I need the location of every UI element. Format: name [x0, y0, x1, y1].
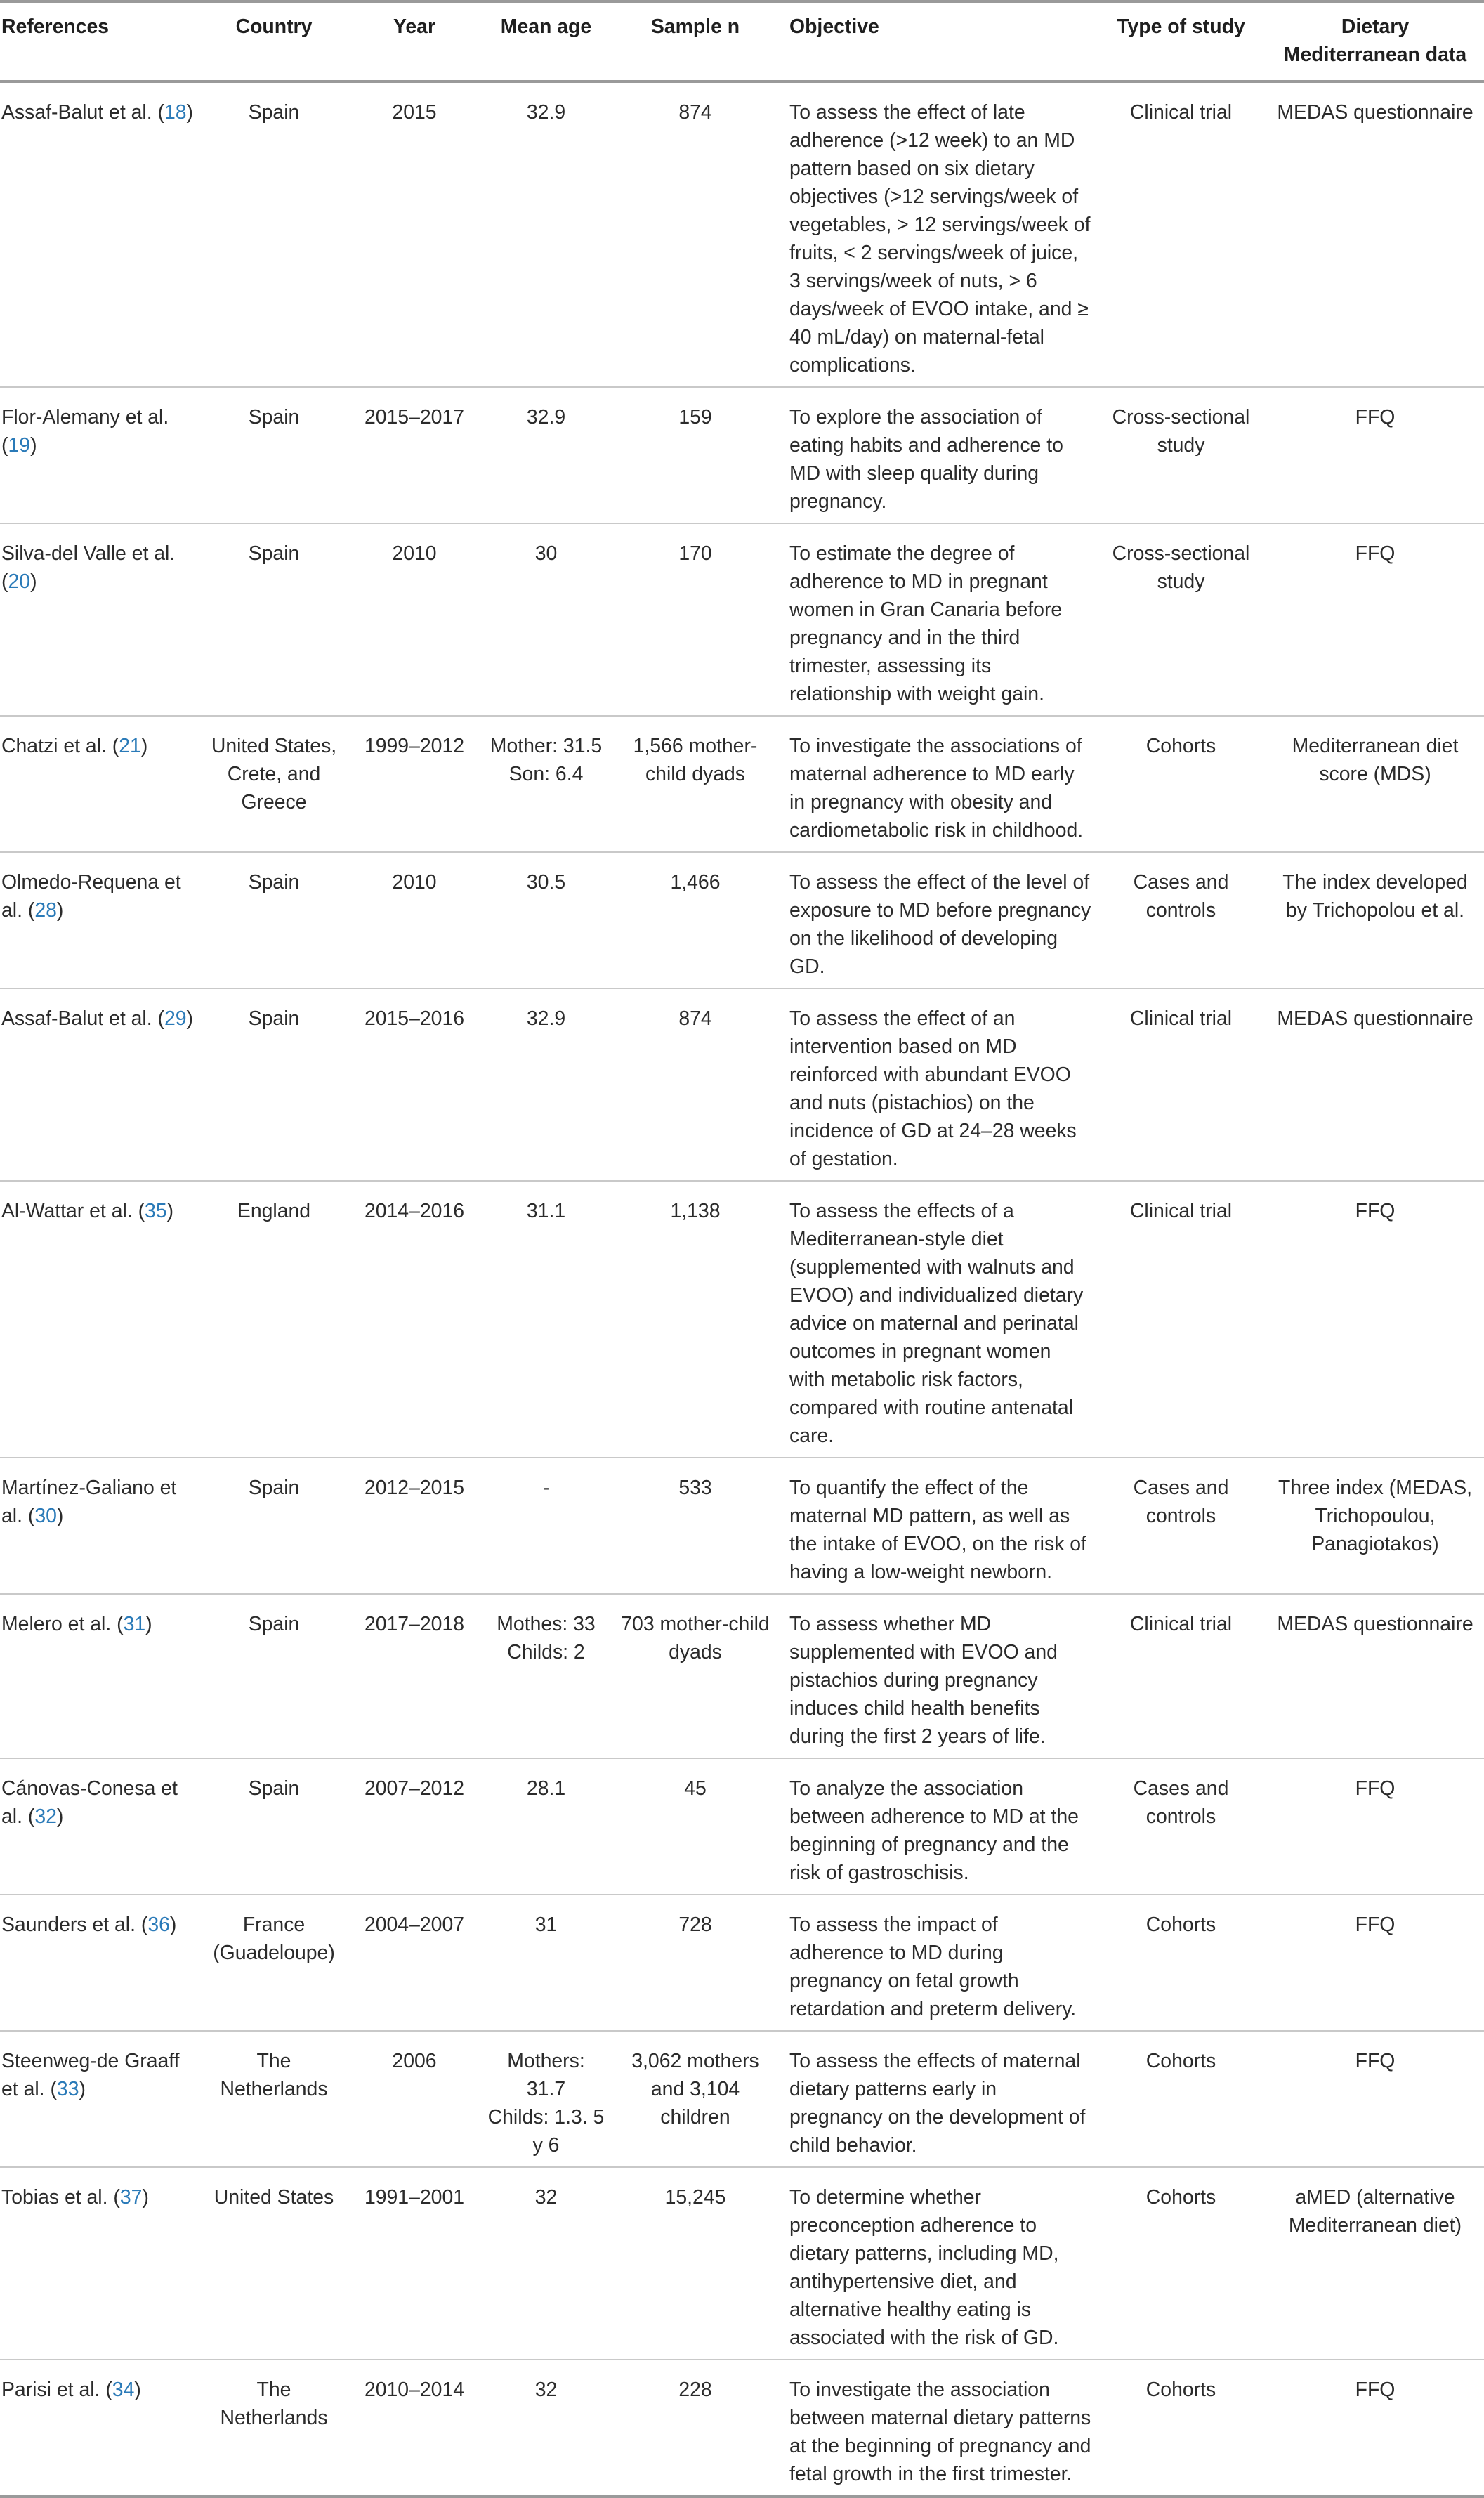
reference-close-paren: ): [166, 1200, 174, 1222]
citation-link[interactable]: 35: [145, 1200, 167, 1222]
reference-author: Parisi et al. (: [1, 2379, 112, 2401]
header-mean-age: Mean age: [481, 1, 611, 81]
cell-dietary-data: MEDAS questionnaire: [1266, 988, 1484, 1181]
cell-year: 2017–2018: [348, 1594, 481, 1758]
cell-mean-age: Mothes: 33 Childs: 2: [481, 1594, 611, 1758]
cell-objective: To explore the association of eating habits and adherence to MD with sleep quality during pregnancy.: [780, 387, 1096, 523]
reference-author: Silva-del Valle et al. (: [1, 542, 176, 593]
cell-dietary-data: FFQ: [1266, 2360, 1484, 2497]
cell-sample-n: 874: [611, 81, 780, 387]
cell-objective: To assess the effect of late adherence (>12 week) to an MD pattern based on six dietary objectives (>12 servings/week of vegetables, > 12 servings/week of fruits, < 2 servings/week of juice, 3 servings/week of nuts, > 6 days/week of EVOO intake, and ≥ 40 mL/day) on maternal-fetal complications.: [780, 81, 1096, 387]
cell-country: Spain: [200, 988, 348, 1181]
cell-type-of-study: Clinical trial: [1096, 1181, 1266, 1458]
cell-type-of-study: Cross-sectional study: [1096, 387, 1266, 523]
cell-country: France (Guadeloupe): [200, 1895, 348, 2031]
reference-author: Saunders et al. (: [1, 1914, 148, 1936]
cell-reference: [0, 1181, 200, 1458]
cell-sample-n: 703 mother-child dyads: [611, 1594, 780, 1758]
cell-dietary-data: The index developed by Trichopolou et al.: [1266, 852, 1484, 988]
reference-close-paren: ): [56, 1805, 64, 1828]
reference-close-paren: ): [56, 899, 64, 922]
cell-reference: [0, 387, 200, 523]
cell-sample-n: 1,466: [611, 852, 780, 988]
reference-close-paren: ): [186, 1007, 194, 1030]
header-type-of-study: Type of study: [1096, 1, 1266, 81]
cell-dietary-data: Three index (MEDAS, Trichopoulou, Panagiotakos): [1266, 1458, 1484, 1594]
cell-year: 2014–2016: [348, 1181, 481, 1458]
table-row: [0, 852, 1484, 988]
cell-reference: [0, 1758, 200, 1895]
reference-close-paren: ): [145, 1613, 152, 1635]
reference-author: Assaf-Balut et al. (: [1, 1007, 164, 1030]
cell-reference: [0, 1458, 200, 1594]
cell-year: 2010–2014: [348, 2360, 481, 2497]
reference-close-paren: ): [79, 2078, 86, 2100]
reference-author: Assaf-Balut et al. (: [1, 101, 164, 124]
cell-dietary-data: aMED (alternative Mediterranean diet): [1266, 2167, 1484, 2360]
cell-mean-age: Mother: 31.5 Son: 6.4: [481, 716, 611, 852]
cell-year: 2006: [348, 2031, 481, 2167]
cell-year: 2012–2015: [348, 1458, 481, 1594]
cell-objective: To analyze the association between adherence to MD at the beginning of pregnancy and the risk of gastroschisis.: [780, 1758, 1096, 1895]
citation-link[interactable]: 19: [8, 434, 31, 457]
cell-objective: To determine whether preconception adherence to dietary patterns, including MD, antihypertensive diet, and alternative healthy eating is associated with the risk of GD.: [780, 2167, 1096, 2360]
reference-author: Tobias et al. (: [1, 2186, 120, 2209]
cell-mean-age: 32.9: [481, 988, 611, 1181]
reference-author: Chatzi et al. (: [1, 735, 119, 757]
cell-mean-age: 32.9: [481, 81, 611, 387]
citation-link[interactable]: 36: [147, 1914, 170, 1936]
cell-type-of-study: Clinical trial: [1096, 988, 1266, 1181]
citation-link[interactable]: 20: [8, 570, 31, 593]
cell-type-of-study: Cohorts: [1096, 2360, 1266, 2497]
cell-objective: To quantify the effect of the maternal MD pattern, as well as the intake of EVOO, on the risk of having a low-weight newborn.: [780, 1458, 1096, 1594]
cell-mean-age: 32.9: [481, 387, 611, 523]
cell-reference: [0, 2360, 200, 2497]
cell-mean-age: 32: [481, 2167, 611, 2360]
table-row: [0, 81, 1484, 387]
cell-mean-age: 28.1: [481, 1758, 611, 1895]
table-row: [0, 716, 1484, 852]
table-row: [0, 523, 1484, 716]
cell-year: 2015–2017: [348, 387, 481, 523]
table-row: [0, 988, 1484, 1181]
reference-close-paren: ): [169, 1914, 177, 1936]
reference-close-paren: ): [186, 101, 194, 124]
cell-dietary-data: FFQ: [1266, 1895, 1484, 2031]
cell-mean-age: 31: [481, 1895, 611, 2031]
cell-objective: To assess the effect of an intervention based on MD reinforced with abundant EVOO and nuts (pistachios) on the incidence of GD at 24–28 weeks of gestation.: [780, 988, 1096, 1181]
cell-country: Spain: [200, 387, 348, 523]
cell-type-of-study: Cases and controls: [1096, 1758, 1266, 1895]
cell-type-of-study: Clinical trial: [1096, 81, 1266, 387]
reference-author: Steenweg-de Graaff et al. (: [1, 2050, 180, 2100]
table-row: [0, 2360, 1484, 2497]
cell-dietary-data: FFQ: [1266, 1758, 1484, 1895]
cell-dietary-data: MEDAS questionnaire: [1266, 81, 1484, 387]
cell-reference: [0, 81, 200, 387]
table-row: [0, 1758, 1484, 1895]
cell-country: The Netherlands: [200, 2031, 348, 2167]
cell-dietary-data: FFQ: [1266, 1181, 1484, 1458]
cell-type-of-study: Cohorts: [1096, 2031, 1266, 2167]
reference-close-paren: ): [140, 735, 148, 757]
cell-sample-n: 170: [611, 523, 780, 716]
cell-sample-n: 533: [611, 1458, 780, 1594]
cell-mean-age: 30.5: [481, 852, 611, 988]
cell-dietary-data: FFQ: [1266, 523, 1484, 716]
cell-objective: To assess the effects of a Mediterranean-style diet (supplemented with walnuts and EVOO) and individualized dietary advice on maternal and perinatal outcomes in pregnant women with metabolic risk factors, compared with routine antenatal care.: [780, 1181, 1096, 1458]
cell-type-of-study: Cases and controls: [1096, 1458, 1266, 1594]
reference-author: Olmedo-Requena et al. (: [1, 871, 181, 922]
reference-close-paren: ): [30, 570, 37, 593]
cell-reference: [0, 1594, 200, 1758]
citation-link[interactable]: 28: [34, 899, 57, 922]
table-row: [0, 2167, 1484, 2360]
cell-sample-n: 15,245: [611, 2167, 780, 2360]
header-references: References: [0, 1, 200, 81]
cell-sample-n: 228: [611, 2360, 780, 2497]
cell-reference: [0, 1895, 200, 2031]
cell-mean-age: Mothers: 31.7 Childs: 1.3. 5 y 6: [481, 2031, 611, 2167]
citation-link[interactable]: 21: [119, 735, 141, 757]
header-objective: Objective: [780, 1, 1096, 81]
cell-year: 2007–2012: [348, 1758, 481, 1895]
citation-link[interactable]: 32: [34, 1805, 57, 1828]
cell-sample-n: 874: [611, 988, 780, 1181]
reference-author: Flor-Alemany et al. (: [1, 406, 169, 457]
cell-mean-age: -: [481, 1458, 611, 1594]
citation-link[interactable]: 34: [112, 2379, 135, 2401]
table-body: [0, 81, 1484, 2497]
cell-type-of-study: Cross-sectional study: [1096, 523, 1266, 716]
cell-mean-age: 31.1: [481, 1181, 611, 1458]
cell-year: 1991–2001: [348, 2167, 481, 2360]
citation-link[interactable]: 37: [119, 2186, 143, 2209]
cell-year: 2015: [348, 81, 481, 387]
reference-close-paren: ): [30, 434, 37, 457]
cell-type-of-study: Cases and controls: [1096, 852, 1266, 988]
cell-objective: To investigate the associations of maternal adherence to MD early in pregnancy with obesity and cardiometabolic risk in childhood.: [780, 716, 1096, 852]
cell-type-of-study: Clinical trial: [1096, 1594, 1266, 1758]
cell-country: Spain: [200, 523, 348, 716]
citation-link[interactable]: 31: [123, 1613, 146, 1635]
cell-objective: To assess the effect of the level of exposure to MD before pregnancy on the likelihood of developing GD.: [780, 852, 1096, 988]
cell-sample-n: 3,062 mothers and 3,104 children: [611, 2031, 780, 2167]
cell-reference: [0, 988, 200, 1181]
cell-objective: To assess the effects of maternal dietary patterns early in pregnancy on the development of child behavior.: [780, 2031, 1096, 2167]
citation-link[interactable]: 30: [34, 1505, 57, 1527]
cell-country: United States, Crete, and Greece: [200, 716, 348, 852]
cell-reference: [0, 852, 200, 988]
reference-close-paren: ): [56, 1505, 64, 1527]
cell-country: Spain: [200, 1458, 348, 1594]
header-year: Year: [348, 1, 481, 81]
cell-dietary-data: Mediterranean diet score (MDS): [1266, 716, 1484, 852]
cell-year: 2010: [348, 852, 481, 988]
reference-author: Martínez-Galiano et al. (: [1, 1477, 177, 1527]
header-sample-n: Sample n: [611, 1, 780, 81]
cell-reference: [0, 2031, 200, 2167]
cell-objective: To assess the impact of adherence to MD during pregnancy on fetal growth retardation and preterm delivery.: [780, 1895, 1096, 2031]
cell-year: 2010: [348, 523, 481, 716]
table-row: [0, 2031, 1484, 2167]
reference-author: Melero et al. (: [1, 1613, 124, 1635]
cell-dietary-data: FFQ: [1266, 387, 1484, 523]
cell-type-of-study: Cohorts: [1096, 716, 1266, 852]
reference-author: Al-Wattar et al. (: [1, 1200, 145, 1222]
cell-reference: [0, 716, 200, 852]
cell-objective: To investigate the association between maternal dietary patterns at the beginning of pregnancy and fetal growth in the first trimester.: [780, 2360, 1096, 2497]
cell-country: The Netherlands: [200, 2360, 348, 2497]
cell-country: England: [200, 1181, 348, 1458]
cell-sample-n: 1,566 mother-child dyads: [611, 716, 780, 852]
cell-country: Spain: [200, 81, 348, 387]
cell-sample-n: 728: [611, 1895, 780, 2031]
citation-link[interactable]: 18: [164, 101, 187, 124]
table-row: [0, 1895, 1484, 2031]
cell-sample-n: 159: [611, 387, 780, 523]
table-row: [0, 387, 1484, 523]
reference-close-paren: ): [142, 2186, 149, 2209]
cell-country: Spain: [200, 852, 348, 988]
citation-link[interactable]: 33: [56, 2078, 79, 2100]
table-row: [0, 1181, 1484, 1458]
cell-year: 2004–2007: [348, 1895, 481, 2031]
cell-year: 1999–2012: [348, 716, 481, 852]
table-row: [0, 1458, 1484, 1594]
cell-sample-n: 45: [611, 1758, 780, 1895]
cell-year: 2015–2016: [348, 988, 481, 1181]
cell-type-of-study: Cohorts: [1096, 2167, 1266, 2360]
table-header: [0, 1, 1484, 81]
header-dietary-data: Dietary Mediterranean data: [1266, 1, 1484, 81]
header-row: [0, 1, 1484, 81]
citation-link[interactable]: 29: [164, 1007, 187, 1030]
cell-country: United States: [200, 2167, 348, 2360]
cell-type-of-study: Cohorts: [1096, 1895, 1266, 2031]
reference-close-paren: ): [134, 2379, 141, 2401]
cell-dietary-data: FFQ: [1266, 2031, 1484, 2167]
cell-country: Spain: [200, 1758, 348, 1895]
cell-reference: [0, 523, 200, 716]
cell-mean-age: 32: [481, 2360, 611, 2497]
cell-dietary-data: MEDAS questionnaire: [1266, 1594, 1484, 1758]
cell-objective: To assess whether MD supplemented with EVOO and pistachios during pregnancy induces child health benefits during the first 2 years of life.: [780, 1594, 1096, 1758]
cell-mean-age: 30: [481, 523, 611, 716]
cell-sample-n: 1,138: [611, 1181, 780, 1458]
cell-reference: [0, 2167, 200, 2360]
cell-country: Spain: [200, 1594, 348, 1758]
cell-objective: To estimate the degree of adherence to MD in pregnant women in Gran Canaria before pregnancy and in the third trimester, assessing its relationship with weight gain.: [780, 523, 1096, 716]
header-country: Country: [200, 1, 348, 81]
reference-author: Cánovas-Conesa et al. (: [1, 1777, 178, 1828]
table-row: [0, 1594, 1484, 1758]
